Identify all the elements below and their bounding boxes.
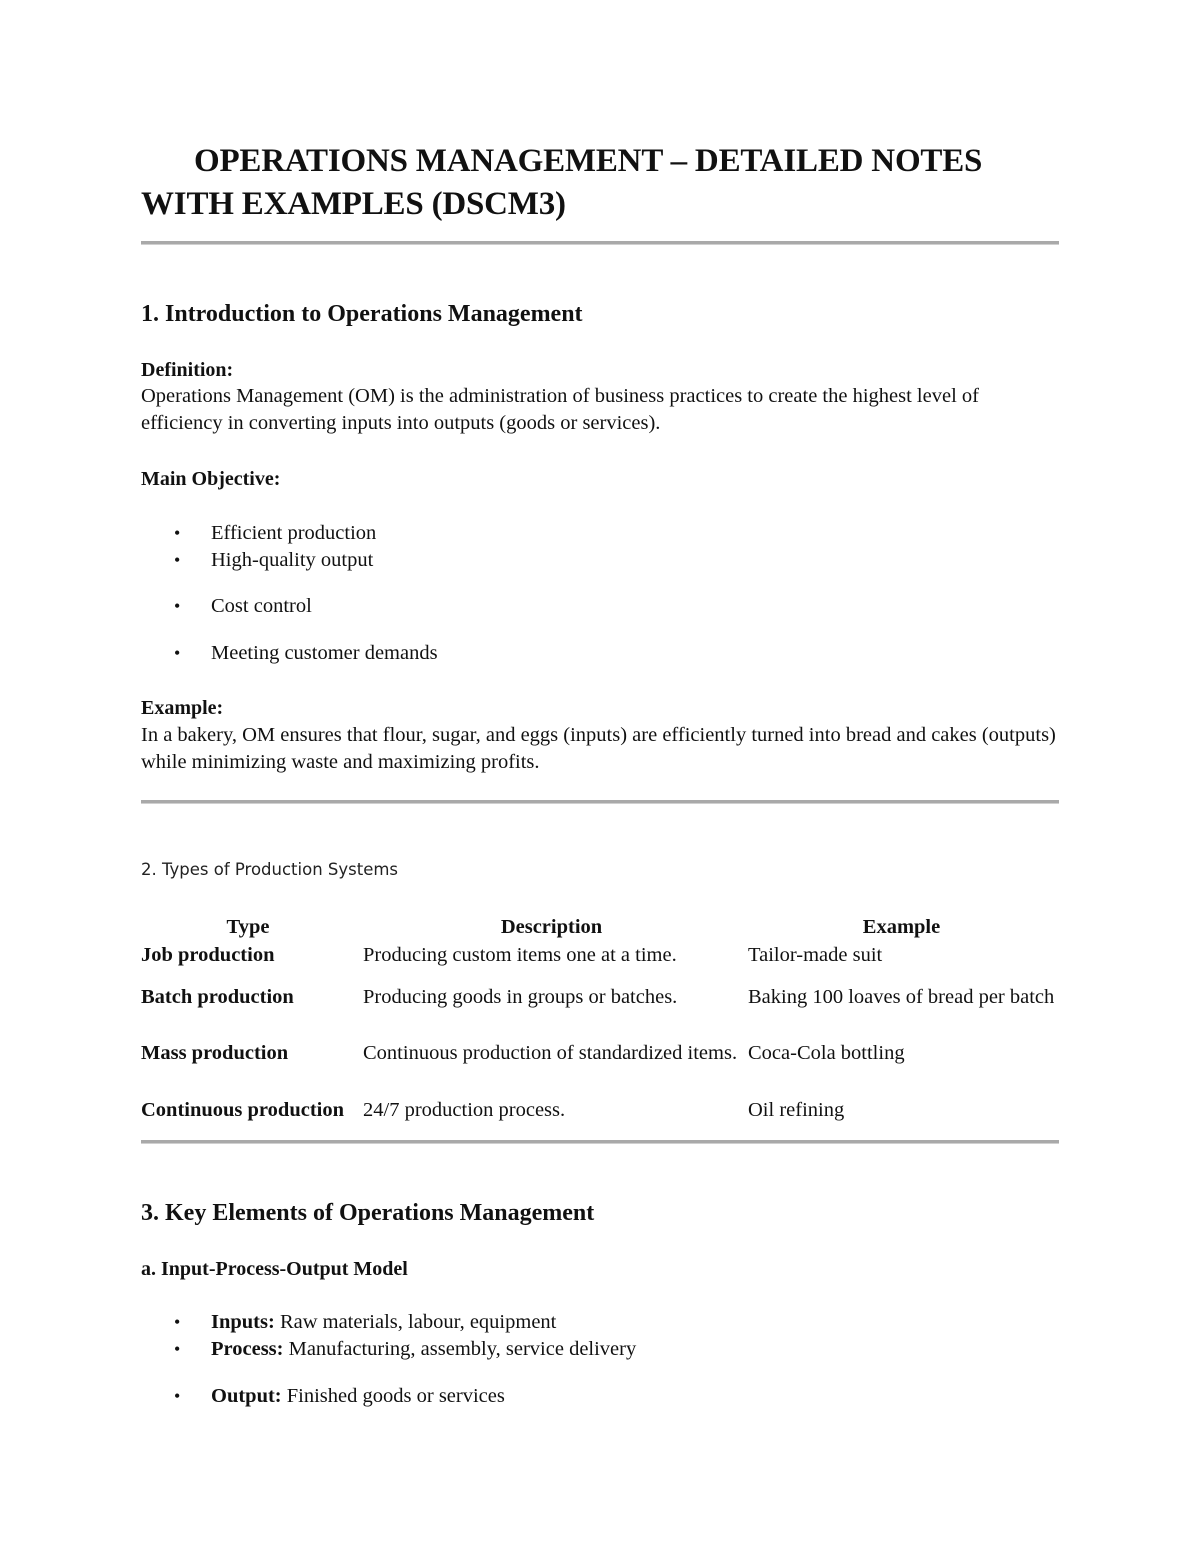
example-label: Example: — [141, 697, 224, 719]
list-item — [174, 593, 312, 620]
table-header-row — [137, 908, 1059, 940]
document-title: OPERATIONS MANAGEMENT – DETAILED NOTES WITH EXAMPLES (DSCM3) — [141, 143, 983, 222]
objective-text: Cost control — [211, 595, 312, 617]
objective-text: Efficient production — [211, 522, 377, 544]
table-row — [137, 940, 1059, 970]
list-item — [174, 520, 376, 547]
definition-text: Operations Management (OM) is the administration of business practices to create the highest level of efficiency in converting inputs into outputs (goods or services). — [141, 385, 979, 434]
section2-heading: 2. Types of Production Systems — [141, 860, 399, 879]
description-cell: Continuous production of standardized items. — [363, 1042, 738, 1064]
item-text: Manufacturing, assembly, service delivery — [288, 1338, 637, 1360]
horizontal-rule — [141, 241, 1059, 245]
column-header: Type — [226, 916, 270, 938]
item-text: Finished goods or services — [286, 1385, 505, 1407]
objective-text: Meeting customer demands — [211, 642, 438, 664]
bullet-icon: • — [174, 550, 181, 570]
type-cell: Mass production — [141, 1042, 289, 1064]
column-header: Example — [862, 916, 941, 938]
bullet-icon: • — [174, 1312, 181, 1332]
list-item — [174, 1336, 636, 1363]
example-cell: Tailor-made suit — [748, 944, 883, 966]
horizontal-rule — [141, 1140, 1059, 1144]
table-row — [137, 1024, 1059, 1082]
list-item — [174, 1383, 505, 1410]
list-item — [174, 1309, 556, 1336]
bullet-icon: • — [174, 643, 181, 663]
example-text: In a bakery, OM ensures that flour, sugar, and eggs (inputs) are efficiently turned into bread and cakes (outputs) while minimizing waste and maximizing profits. — [141, 724, 1056, 773]
bullet-icon: • — [174, 596, 181, 616]
example-cell: Baking 100 loaves of bread per batch — [748, 986, 1055, 1008]
item-label: Output: — [211, 1385, 282, 1407]
horizontal-rule — [141, 800, 1059, 804]
column-header: Description — [500, 916, 603, 938]
type-cell: Job production — [141, 944, 275, 966]
subsection-heading: a. Input-Process-Output Model — [141, 1258, 408, 1280]
list-item — [174, 640, 438, 667]
section1-heading: 1. Introduction to Operations Management — [141, 301, 583, 327]
example-cell: Oil refining — [748, 1099, 845, 1121]
bullet-icon: • — [174, 523, 181, 543]
item-text: Raw materials, labour, equipment — [279, 1311, 557, 1333]
objective-label: Main Objective: — [141, 468, 281, 490]
example-cell: Coca-Cola bottling — [748, 1042, 905, 1064]
description-cell: Producing goods in groups or batches. — [363, 986, 678, 1008]
description-cell: 24/7 production process. — [363, 1099, 566, 1121]
type-cell: Batch production — [141, 986, 294, 1008]
description-cell: Producing custom items one at a time. — [363, 944, 677, 966]
table-row — [137, 970, 1059, 1024]
item-label: Process: — [211, 1338, 284, 1360]
table-row — [137, 1082, 1059, 1138]
production-systems-table — [137, 908, 1059, 1138]
bullet-icon: • — [174, 1386, 181, 1406]
list-item — [174, 547, 373, 574]
item-label: Inputs: — [211, 1311, 275, 1333]
bullet-icon: • — [174, 1339, 181, 1359]
objective-text: High-quality output — [211, 549, 374, 571]
type-cell: Continuous production — [141, 1099, 344, 1121]
definition-label: Definition: — [141, 359, 234, 381]
section3-heading: 3. Key Elements of Operations Management — [141, 1200, 595, 1226]
